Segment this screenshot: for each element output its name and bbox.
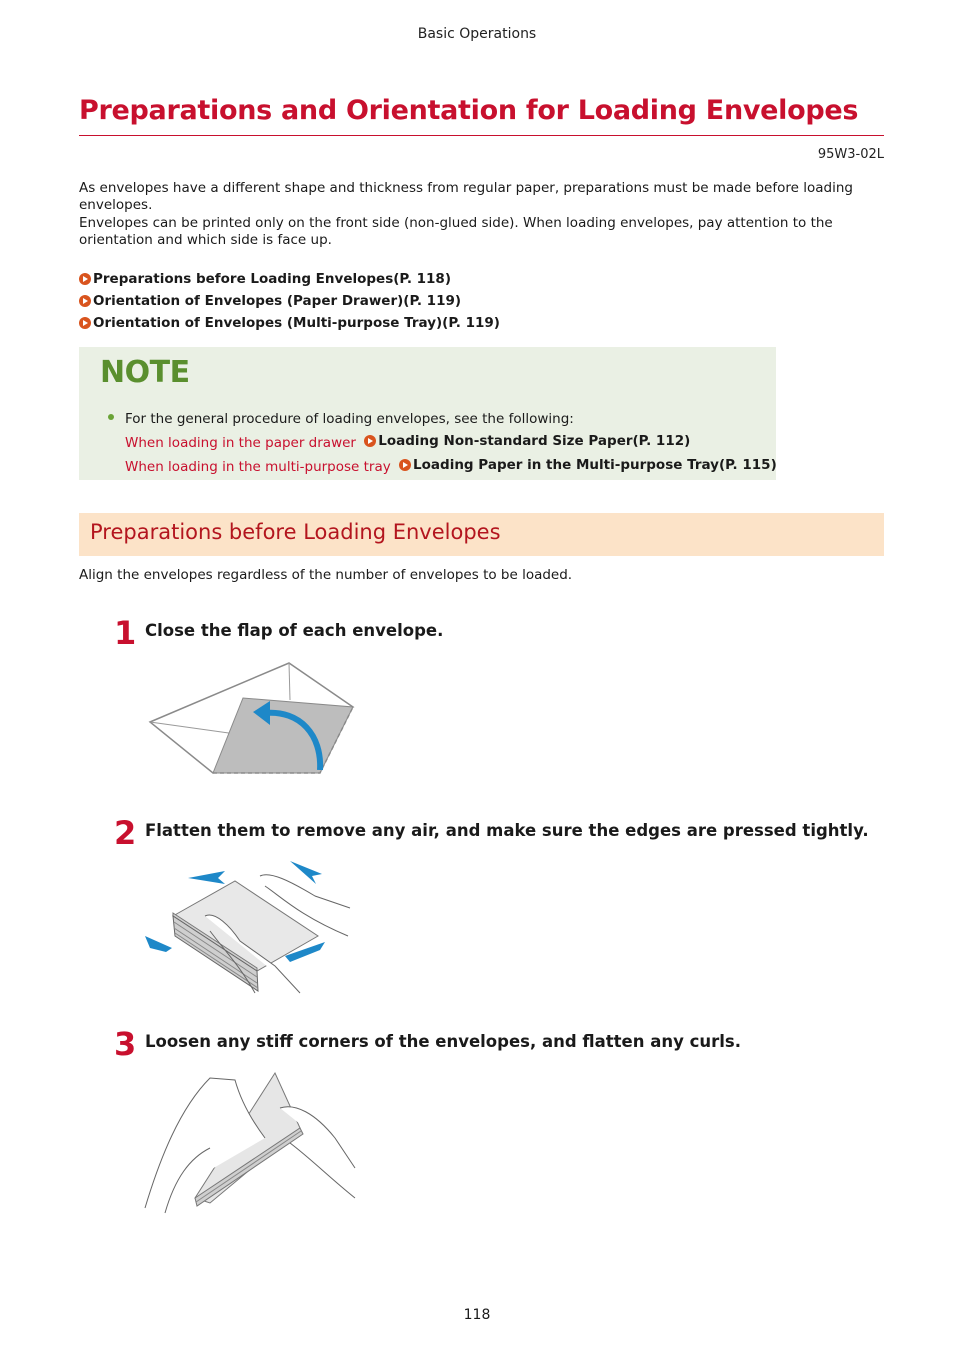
step-text: Flatten them to remove any air, and make sure the edges are pressed tightly. xyxy=(145,821,869,840)
note-text: For the general procedure of loading envelopes, see the following: xyxy=(125,411,574,427)
step-number: 3 xyxy=(114,1025,137,1063)
link-arrow-icon xyxy=(364,435,376,447)
link-label[interactable]: Orientation of Envelopes (Paper Drawer)(P. 119) xyxy=(93,293,462,309)
link-arrow-icon xyxy=(399,459,411,471)
note-title: NOTE xyxy=(100,355,190,390)
section-description: Align the envelopes regardless of the number of envelopes to be loaded. xyxy=(79,567,573,583)
link-arrow-icon xyxy=(79,295,91,307)
title-divider xyxy=(79,135,884,136)
link-non-standard-size[interactable] xyxy=(360,430,690,452)
link-label[interactable]: Loading Paper in the Multi-purpose Tray(P. 115) xyxy=(413,457,777,473)
link-label[interactable]: Orientation of Envelopes (Multi-purpose Tray)(P. 119) xyxy=(93,315,500,331)
link-label[interactable]: Loading Non-standard Size Paper(P. 112) xyxy=(378,433,691,449)
running-header: Basic Operations xyxy=(417,26,537,42)
intro-text xyxy=(79,180,879,249)
step-number: 1 xyxy=(114,614,137,652)
document-id: 95W3-02L xyxy=(817,147,884,162)
section-links xyxy=(79,268,500,334)
step-text: Close the flap of each envelope. xyxy=(145,621,444,640)
note-item-label: When loading in the paper drawer xyxy=(125,435,356,451)
step-text: Loosen any stiff corners of the envelopes, and flatten any curls. xyxy=(145,1032,742,1051)
section-title: Preparations before Loading Envelopes xyxy=(90,520,501,544)
link-arrow-icon xyxy=(79,317,91,329)
note-item xyxy=(125,454,777,478)
flatten-envelopes-illustration xyxy=(140,856,355,996)
bullet-icon xyxy=(108,414,114,420)
envelope-flap-illustration xyxy=(140,655,365,785)
link-arrow-icon xyxy=(79,273,91,285)
page-title: Preparations and Orientation for Loading Envelopes xyxy=(79,95,859,126)
note-content xyxy=(125,408,777,478)
step-number: 2 xyxy=(114,814,137,852)
loosen-corners-illustration xyxy=(140,1068,365,1218)
note-item xyxy=(125,430,777,454)
link-multipurpose-tray[interactable] xyxy=(395,454,777,476)
link-orientation-multipurpose-tray[interactable] xyxy=(79,312,500,334)
page-number: 118 xyxy=(463,1307,491,1323)
link-orientation-paper-drawer[interactable] xyxy=(79,290,500,312)
note-item-label: When loading in the multi-purpose tray xyxy=(125,459,391,475)
intro-paragraph: As envelopes have a different shape and thickness from regular paper, preparations must be made before loading envelopes. xyxy=(79,180,853,214)
link-label[interactable]: Preparations before Loading Envelopes(P. 118) xyxy=(93,271,451,287)
intro-paragraph: Envelopes can be printed only on the front side (non-glued side). When loading envelopes, pay attention to the orientation and which side is face up. xyxy=(79,214,833,248)
link-preparations[interactable] xyxy=(79,268,500,290)
